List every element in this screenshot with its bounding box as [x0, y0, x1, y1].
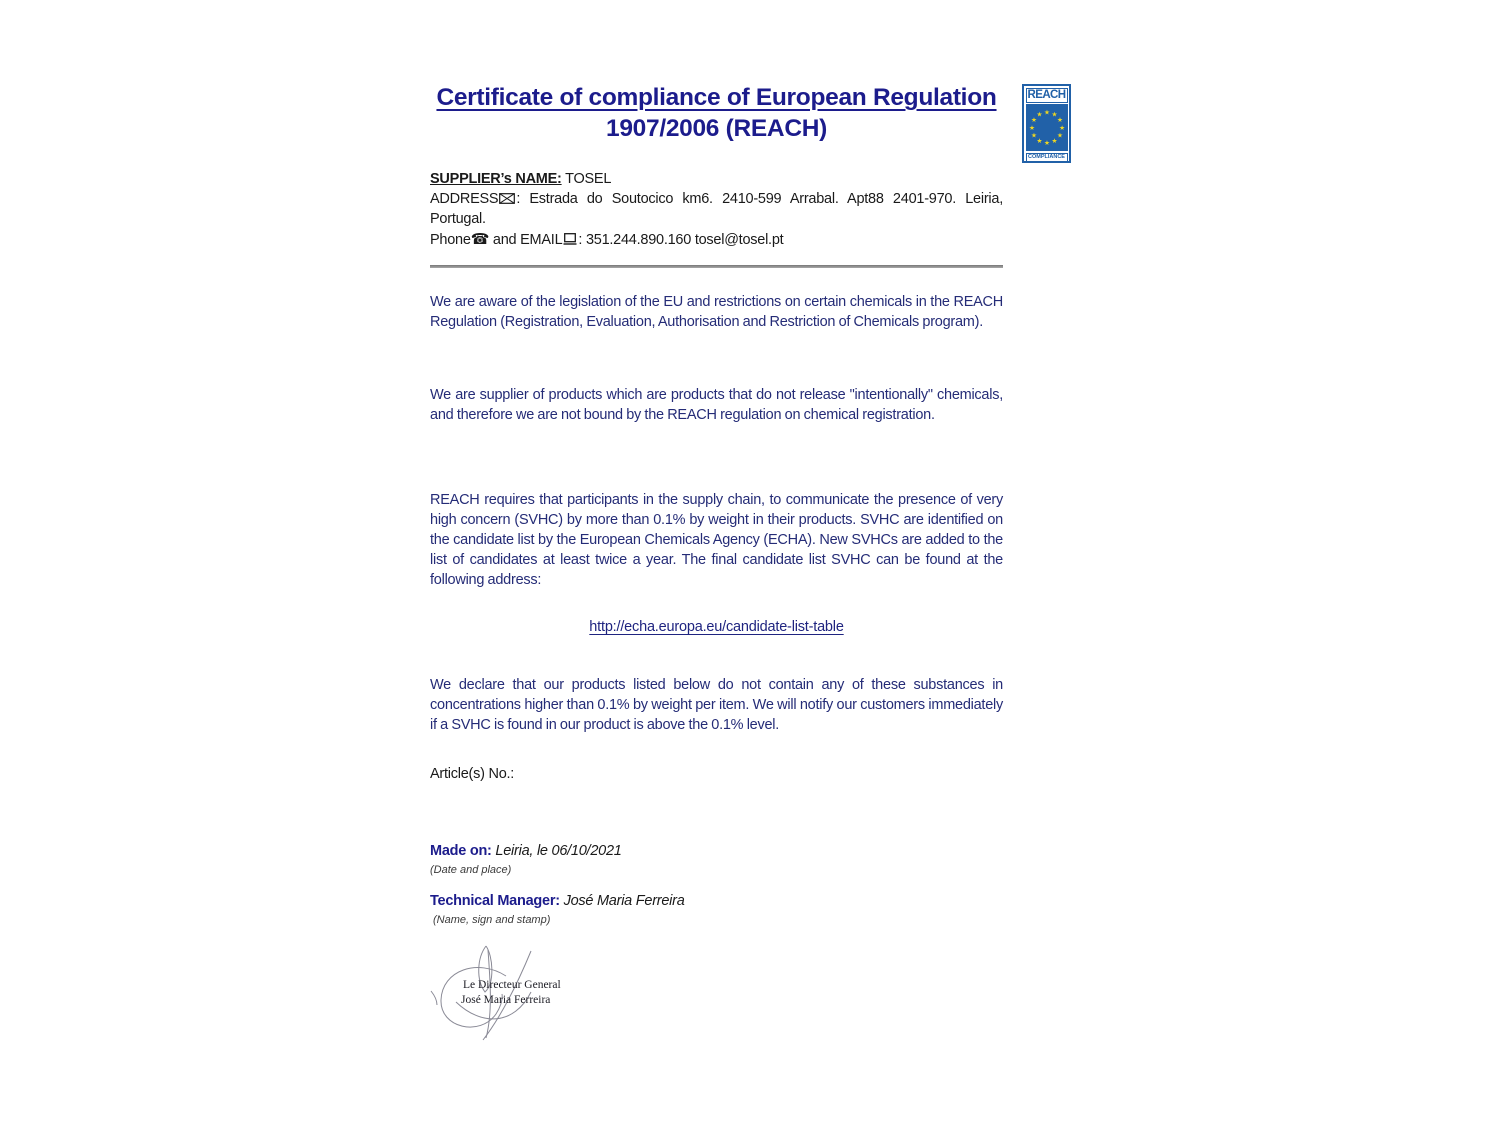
- svg-text:★: ★: [1030, 131, 1037, 140]
- paragraph-reach-requirements: REACH requires that participants in the supply chain, to communicate the presence of very high concern (SVHC) by more than 0.1% by weight in their products. SVHC are identified on the candidate list by the European Chemicals Agency (ECHA). New SVHCs are added to the list of candidates at least twice a year. The final candidate list SVHC can be found at the following address:: [430, 492, 1003, 588]
- svg-text:★: ★: [1056, 116, 1063, 125]
- svg-text:★: ★: [1036, 110, 1043, 119]
- made-on-line: [430, 843, 1003, 859]
- svg-text:★: ★: [1030, 116, 1037, 125]
- supplier-address-line: [430, 190, 1003, 230]
- supplier-name-value: TOSEL: [561, 171, 612, 187]
- address-value: : Estrada do Soutocico km6. 2410-599 Arrabal. Apt88 2401-970. Leiria, Portugal.: [430, 190, 1003, 227]
- technical-manager-value: José Maria Ferreira: [559, 893, 685, 909]
- candidate-list-link-line: [430, 618, 1003, 636]
- phone-icon: ☎: [470, 229, 490, 248]
- signature-title-text: Le Directeur General: [463, 979, 561, 991]
- article-number-line: Article(s) No.:: [430, 766, 515, 782]
- email-label: and EMAIL: [489, 231, 563, 248]
- supplier-contact-line: [430, 230, 1003, 252]
- svg-text:★: ★: [1058, 123, 1065, 132]
- paragraph-declaration: We declare that our products listed below do not contain any of these substances in concentrations higher than 0.1% by weight per item. We will notify our customers immediately if a SVHC is found in our product is above the 0.1% level.: [430, 677, 1003, 733]
- certificate-title: [430, 82, 1003, 144]
- title-line1: [430, 82, 1003, 113]
- made-on-value: Leiria, le 06/10/2021: [491, 843, 622, 859]
- address-label: ADDRESS: [430, 190, 499, 207]
- reach-logo-wordmark: REACH: [1026, 88, 1068, 103]
- title-line1-text: Certificate of compliance of European Regulation: [436, 84, 997, 111]
- svg-text:★: ★: [1036, 136, 1043, 145]
- paragraph-awareness: We are aware of the legislation of the EU and restrictions on certain chemicals in the REACH Regulation (Registration, Evaluation, Authorisation and Restriction of Chemicals program).: [430, 294, 1003, 330]
- reach-compliance-logo: [1022, 84, 1071, 163]
- paragraph-supplier-status: We are supplier of products which are products that do not release "intentionally" chemicals, and therefore we are not bound by the REACH regulation on chemical registration.: [430, 387, 1003, 423]
- candidate-list-link[interactable]: http://echa.europa.eu/candidate-list-table: [589, 619, 844, 635]
- made-on-label: Made on:: [430, 843, 492, 859]
- svg-text:★: ★: [1050, 136, 1057, 145]
- svg-text:★: ★: [1043, 138, 1050, 147]
- eu-stars-svg: [1026, 104, 1068, 151]
- svg-text:★: ★: [1050, 110, 1057, 119]
- envelope-icon: [499, 191, 515, 211]
- signature-block: [426, 938, 616, 1058]
- svg-text:★: ★: [1056, 131, 1063, 140]
- title-line2: 1907/2006 (REACH): [606, 115, 827, 142]
- technical-manager-label: Technical Manager:: [430, 893, 560, 909]
- contact-value: : 351.244.890.160 tosel@tosel.pt: [578, 231, 784, 248]
- section-divider: [430, 265, 1003, 268]
- supplier-name-line: [430, 170, 1003, 190]
- eu-stars-flag-icon: [1026, 104, 1068, 151]
- computer-icon: [563, 232, 577, 252]
- phone-label: Phone: [430, 231, 471, 248]
- name-sign-stamp-note: (Name, sign and stamp): [433, 914, 551, 926]
- technical-manager-line: [430, 893, 1003, 909]
- supplier-name-label: SUPPLIER’s NAME:: [430, 171, 562, 187]
- svg-text:★: ★: [1043, 108, 1050, 117]
- supplier-info-block: [430, 170, 1003, 251]
- compliance-logo-text: COMPLIANCE: [1026, 153, 1068, 162]
- signature-name-text: José Maria Ferreira: [461, 994, 551, 1006]
- date-place-note: (Date and place): [430, 864, 512, 876]
- svg-text:★: ★: [1028, 123, 1035, 132]
